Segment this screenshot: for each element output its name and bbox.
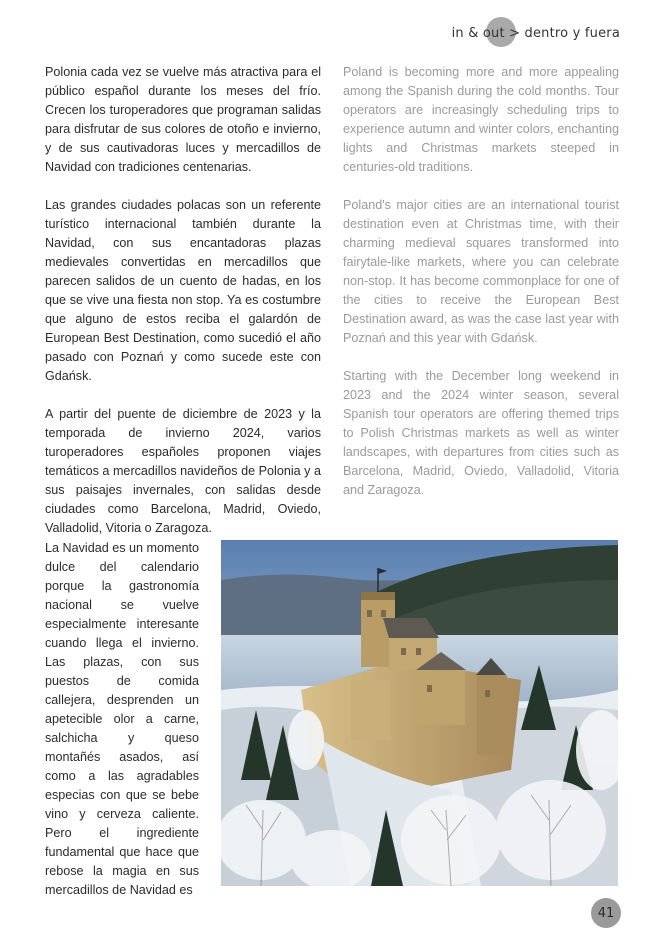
english-column (343, 63, 619, 519)
english-paragraph: Poland's major cities are an international tourist destination even at Christmas time, with their charming medieval squares transformed into fairytale-like markets, where you can celebrate non-stop. It has become commonplace for one of the cities to receive the European Best Destination award, as was the case last year with Poznań and this year with Gdańsk. (343, 198, 619, 345)
english-paragraph: Poland is becoming more and more appealing among the Spanish during the cold months. Tour operators are increasingly scheduling trips to experience autumn and winter colors, enchanting lights and Christmas markets steeped in centuries-old traditions. (343, 65, 619, 174)
section-header (452, 14, 620, 52)
castle-illustration (221, 540, 618, 886)
spanish-paragraph: Polonia cada vez se vuelve más atractiva para el público español durante los meses del frío. Crecen los turoperadores que programan salidas para disfrutar de sus colores de otoño e invierno, y de sus cautivadoras luces y mercadillos de Navidad con tradiciones centenarias. (45, 65, 321, 174)
lower-text-column (45, 539, 199, 900)
english-paragraph: Starting with the December long weekend in 2023 and the 2024 winter season, several Spanish tour operators are offering themed trips to Polish Christmas markets as well as winter landscapes, with departures from cities such as Barcelona, Madrid, Oviedo, Valladolid, Vitoria and Zaragoza. (343, 369, 619, 497)
spanish-paragraph: A partir del puente de diciembre de 2023 y la temporada de invierno 2024, varios turoperadores españoles proponen viajes temáticos a mercadillos navideños de Polonia y a sus paisajes invernales, con salidas desde ciudades como Barcelona, Madrid, Oviedo, Valladolid, Vitoria o Zaragoza. (45, 407, 321, 535)
page-number: 41 (591, 898, 621, 928)
section-header-label: in & out > dentro y fuera (451, 25, 620, 41)
spanish-paragraph: Las grandes ciudades polacas son un referente turístico internacional también durante la Navidad, con sus encantadoras plazas medievales convertidas en mercadillos que parecen salidos de un cuento de hadas, en los que se vive una fiesta non stop. Ya es costumbre que alguno de estos reciba el galardón de European Best Destination, como sucedió el año pasado con Poznań y como sucede este con Gdańsk. (45, 198, 321, 383)
lower-paragraph: La Navidad es un momento dulce del calendario porque la gastronomía nacional se vuelve especialmente interesante cuando llega el invierno. Las plazas, con sus puestos de comida callejera, desprenden un apetecible olor a carne, salchicha y queso montañés asados, así como a las agradables especias con que se bebe vino y cerveza caliente. Pero el ingrediente fundamental que hace que rebose la magia en sus mercadillos de Navidad es (45, 541, 200, 897)
spanish-column (45, 63, 321, 557)
castle-winter-photo (221, 540, 618, 886)
